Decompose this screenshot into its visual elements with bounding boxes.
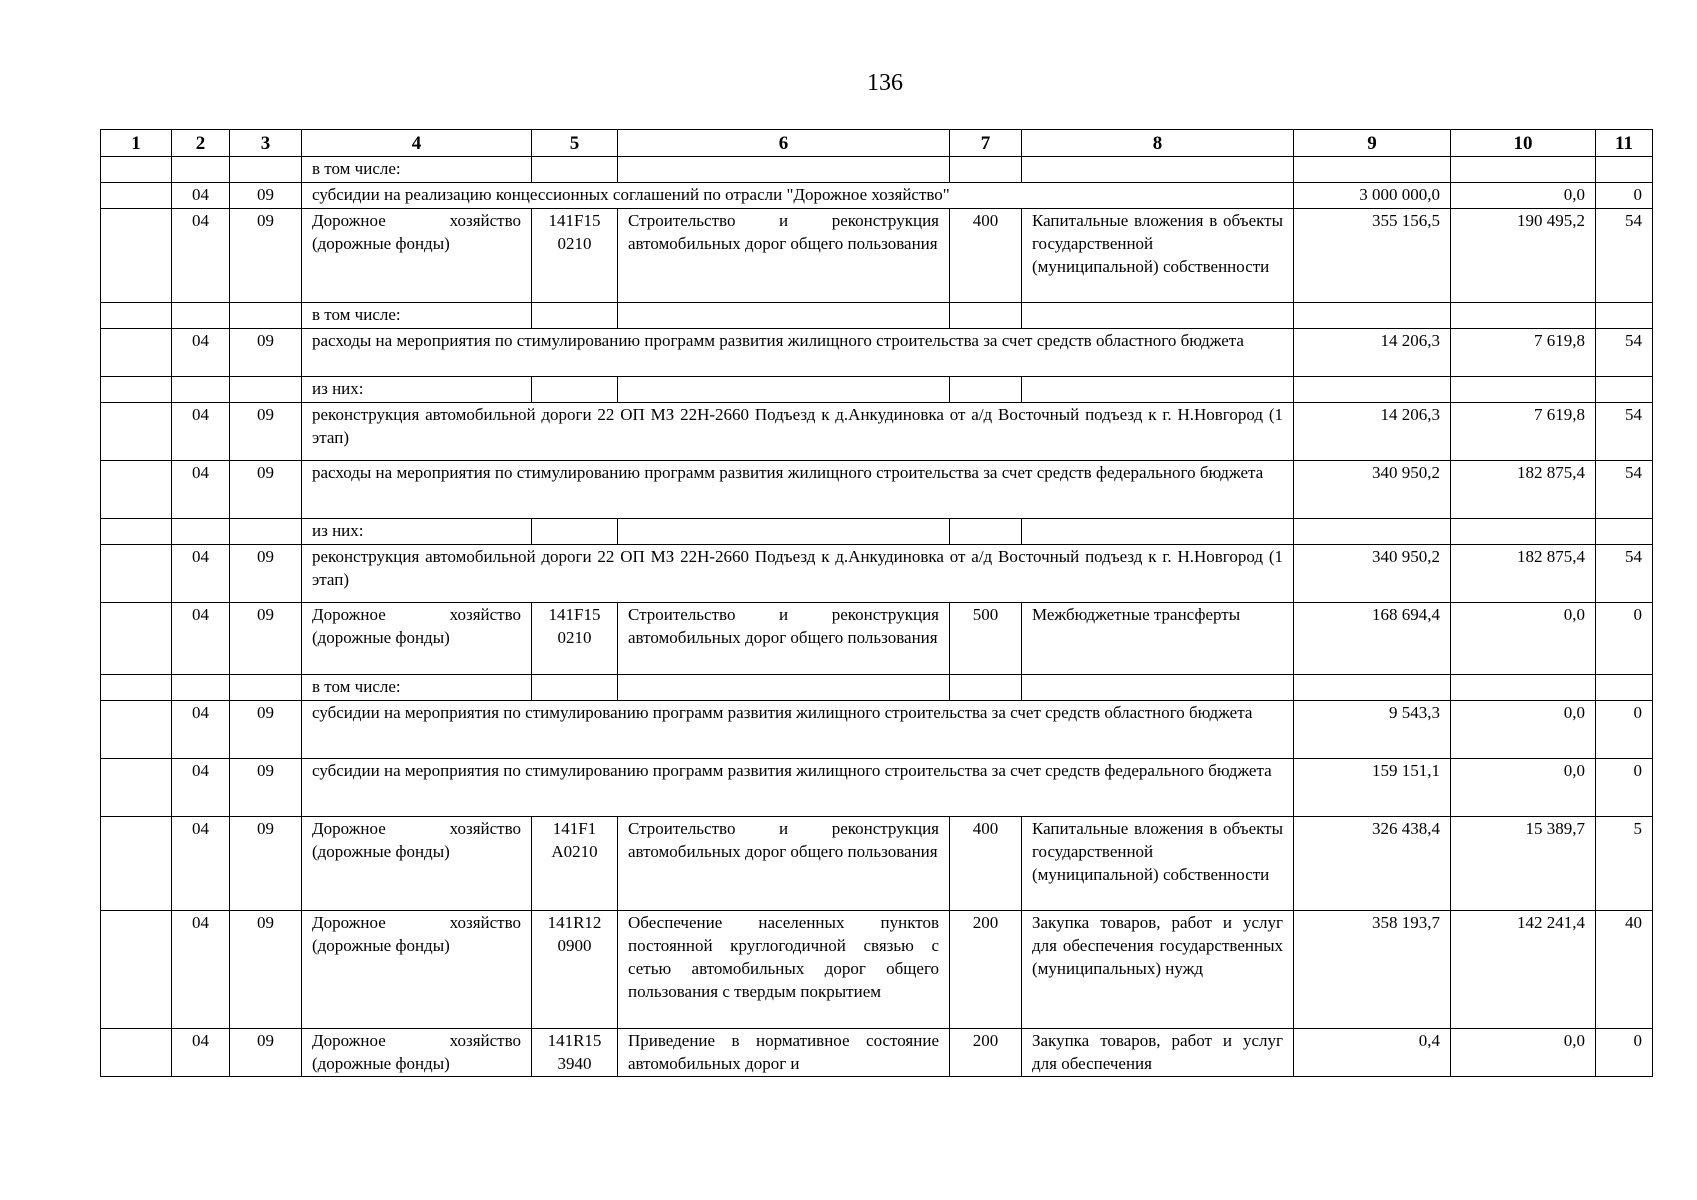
execution-percent: 54 — [1596, 209, 1653, 303]
col-10-cell — [1451, 675, 1596, 701]
execution-percent: 0 — [1596, 701, 1653, 759]
col-8-cell — [1022, 157, 1294, 183]
amount-planned: 3 000 000,0 — [1294, 183, 1451, 209]
section-code: 04 — [172, 183, 230, 209]
target-article-code: 141R12 0900 — [532, 911, 618, 1029]
col-8-cell — [1022, 519, 1294, 545]
target-article-code: 141R15 3940 — [532, 1029, 618, 1077]
col-7-cell — [950, 519, 1022, 545]
table-row — [101, 157, 1653, 183]
col-3-cell — [230, 303, 302, 329]
table-row — [101, 329, 1653, 377]
col-2-cell — [172, 519, 230, 545]
col-1-cell — [101, 329, 172, 377]
table-row — [101, 1029, 1653, 1077]
amount-executed: 7 619,8 — [1451, 403, 1596, 461]
amount-executed: 182 875,4 — [1451, 461, 1596, 519]
amount-planned: 326 438,4 — [1294, 817, 1451, 911]
amount-planned: 340 950,2 — [1294, 461, 1451, 519]
subsection-code: 09 — [230, 817, 302, 911]
subsection-label: из них: — [302, 519, 532, 545]
column-header: 4 — [302, 130, 532, 157]
col-10-cell — [1451, 519, 1596, 545]
col-3-cell — [230, 519, 302, 545]
col-8-cell — [1022, 377, 1294, 403]
col-10-cell — [1451, 303, 1596, 329]
expense-description: расходы на мероприятия по стимулированию программ развития жилищного строительства за счет средств федерального бюджета — [302, 461, 1294, 519]
amount-executed: 0,0 — [1451, 183, 1596, 209]
expense-type-name: Закупка товаров, работ и услуг для обеспечения государственных (муниципальных) нужд — [1022, 911, 1294, 1029]
col-6-cell — [618, 675, 950, 701]
col-9-cell — [1294, 675, 1451, 701]
page-number: 136 — [867, 70, 903, 96]
table-row — [101, 911, 1653, 1029]
table-row — [101, 759, 1653, 817]
execution-percent: 0 — [1596, 603, 1653, 675]
table-row — [101, 817, 1653, 911]
col-1-cell — [101, 209, 172, 303]
amount-planned: 358 193,7 — [1294, 911, 1451, 1029]
budget-table — [100, 129, 1653, 1077]
table-row — [101, 519, 1653, 545]
col-2-cell — [172, 303, 230, 329]
column-header: 10 — [1451, 130, 1596, 157]
execution-percent: 0 — [1596, 1029, 1653, 1077]
execution-percent: 0 — [1596, 183, 1653, 209]
col-2-cell — [172, 157, 230, 183]
column-header: 3 — [230, 130, 302, 157]
expense-type-code: 200 — [950, 1029, 1022, 1077]
expense-description: субсидии на мероприятия по стимулированию программ развития жилищного строительства за счет средств федерального бюджета — [302, 759, 1294, 817]
table-row — [101, 603, 1653, 675]
column-header: 7 — [950, 130, 1022, 157]
col-1-cell — [101, 303, 172, 329]
section-code: 04 — [172, 817, 230, 911]
col-6-cell — [618, 303, 950, 329]
col-9-cell — [1294, 303, 1451, 329]
amount-executed: 0,0 — [1451, 603, 1596, 675]
col-1-cell — [101, 403, 172, 461]
table-row — [101, 545, 1653, 603]
expense-description: субсидии на реализацию концессионных соглашений по отрасли "Дорожное хозяйство" — [302, 183, 1294, 209]
col-6-cell — [618, 157, 950, 183]
col-5-cell — [532, 303, 618, 329]
subsection-code: 09 — [230, 759, 302, 817]
col-1-cell — [101, 545, 172, 603]
section-code: 04 — [172, 701, 230, 759]
expense-type-code: 500 — [950, 603, 1022, 675]
col-7-cell — [950, 675, 1022, 701]
column-header: 8 — [1022, 130, 1294, 157]
col-11-cell — [1596, 157, 1653, 183]
subsection-code: 09 — [230, 403, 302, 461]
section-code: 04 — [172, 329, 230, 377]
section-code: 04 — [172, 461, 230, 519]
subsection-code: 09 — [230, 911, 302, 1029]
column-header: 5 — [532, 130, 618, 157]
column-header: 9 — [1294, 130, 1451, 157]
col-5-cell — [532, 519, 618, 545]
subsection-code: 09 — [230, 1029, 302, 1077]
subsection-code: 09 — [230, 461, 302, 519]
expense-description: реконструкция автомобильной дороги 22 ОП МЗ 22Н-2660 Подъезд к д.Анкудиновка от а/д Восточный подъезд к г. Н.Новгород (1 этап) — [302, 545, 1294, 603]
table-row — [101, 461, 1653, 519]
subsection-name: Дорожное хозяйство (дорожные фонды) — [302, 1029, 532, 1077]
col-1-cell — [101, 183, 172, 209]
amount-executed: 0,0 — [1451, 701, 1596, 759]
col-9-cell — [1294, 377, 1451, 403]
execution-percent: 0 — [1596, 759, 1653, 817]
col-1-cell — [101, 603, 172, 675]
col-2-cell — [172, 675, 230, 701]
target-article-name: Строительство и реконструкция автомобильных дорог общего пользования — [618, 209, 950, 303]
subsection-code: 09 — [230, 183, 302, 209]
amount-executed: 0,0 — [1451, 1029, 1596, 1077]
col-1-cell — [101, 911, 172, 1029]
col-5-cell — [532, 157, 618, 183]
expense-description: субсидии на мероприятия по стимулированию программ развития жилищного строительства за счет средств областного бюджета — [302, 701, 1294, 759]
column-header: 1 — [101, 130, 172, 157]
table-row — [101, 403, 1653, 461]
amount-planned: 14 206,3 — [1294, 329, 1451, 377]
amount-planned: 340 950,2 — [1294, 545, 1451, 603]
subsection-code: 09 — [230, 603, 302, 675]
subsection-code: 09 — [230, 701, 302, 759]
execution-percent: 5 — [1596, 817, 1653, 911]
col-1-cell — [101, 461, 172, 519]
execution-percent: 54 — [1596, 545, 1653, 603]
column-header: 11 — [1596, 130, 1653, 157]
col-2-cell — [172, 377, 230, 403]
col-1-cell — [101, 1029, 172, 1077]
col-5-cell — [532, 675, 618, 701]
amount-executed: 0,0 — [1451, 759, 1596, 817]
table-row — [101, 701, 1653, 759]
subsection-name: Дорожное хозяйство (дорожные фонды) — [302, 209, 532, 303]
amount-planned: 355 156,5 — [1294, 209, 1451, 303]
amount-planned: 0,4 — [1294, 1029, 1451, 1077]
table-row — [101, 183, 1653, 209]
table-row — [101, 675, 1653, 701]
col-9-cell — [1294, 519, 1451, 545]
target-article-name: Обеспечение населенных пунктов постоянной круглогодичной связью с сетью автомобильных дорог общего пользования с твердым покрытием — [618, 911, 950, 1029]
execution-percent: 54 — [1596, 403, 1653, 461]
expense-description: расходы на мероприятия по стимулированию программ развития жилищного строительства за счет средств областного бюджета — [302, 329, 1294, 377]
amount-planned: 14 206,3 — [1294, 403, 1451, 461]
col-1-cell — [101, 377, 172, 403]
col-10-cell — [1451, 377, 1596, 403]
expense-type-code: 400 — [950, 209, 1022, 303]
expense-description: реконструкция автомобильной дороги 22 ОП МЗ 22Н-2660 Подъезд к д.Анкудиновка от а/д Восточный подъезд к г. Н.Новгород (1 этап) — [302, 403, 1294, 461]
expense-type-name: Закупка товаров, работ и услуг для обеспечения — [1022, 1029, 1294, 1077]
execution-percent: 40 — [1596, 911, 1653, 1029]
table-row — [101, 377, 1653, 403]
col-11-cell — [1596, 675, 1653, 701]
expense-type-name: Капитальные вложения в объекты государственной (муниципальной) собственности — [1022, 209, 1294, 303]
expense-type-code: 200 — [950, 911, 1022, 1029]
section-code: 04 — [172, 1029, 230, 1077]
column-header: 6 — [618, 130, 950, 157]
section-code: 04 — [172, 911, 230, 1029]
execution-percent: 54 — [1596, 461, 1653, 519]
target-article-code: 141F1 A0210 — [532, 817, 618, 911]
col-8-cell — [1022, 303, 1294, 329]
amount-planned: 159 151,1 — [1294, 759, 1451, 817]
subsection-label: из них: — [302, 377, 532, 403]
col-3-cell — [230, 675, 302, 701]
col-8-cell — [1022, 675, 1294, 701]
expense-type-code: 400 — [950, 817, 1022, 911]
col-11-cell — [1596, 519, 1653, 545]
subsection-name: Дорожное хозяйство (дорожные фонды) — [302, 817, 532, 911]
table-row — [101, 303, 1653, 329]
target-article-code: 141F15 0210 — [532, 603, 618, 675]
column-header: 2 — [172, 130, 230, 157]
target-article-code: 141F15 0210 — [532, 209, 618, 303]
col-6-cell — [618, 377, 950, 403]
amount-executed: 190 495,2 — [1451, 209, 1596, 303]
subsection-code: 09 — [230, 209, 302, 303]
header-row — [101, 130, 1653, 157]
subsection-label: в том числе: — [302, 303, 532, 329]
col-1-cell — [101, 675, 172, 701]
table-row — [101, 209, 1653, 303]
subsection-label: в том числе: — [302, 675, 532, 701]
target-article-name: Приведение в нормативное состояние автомобильных дорог и — [618, 1029, 950, 1077]
col-1-cell — [101, 157, 172, 183]
section-code: 04 — [172, 603, 230, 675]
col-7-cell — [950, 377, 1022, 403]
col-11-cell — [1596, 303, 1653, 329]
amount-executed: 182 875,4 — [1451, 545, 1596, 603]
section-code: 04 — [172, 759, 230, 817]
amount-planned: 9 543,3 — [1294, 701, 1451, 759]
col-7-cell — [950, 303, 1022, 329]
col-7-cell — [950, 157, 1022, 183]
expense-type-name: Межбюджетные трансферты — [1022, 603, 1294, 675]
section-code: 04 — [172, 209, 230, 303]
col-1-cell — [101, 759, 172, 817]
subsection-label: в том числе: — [302, 157, 532, 183]
expense-type-name: Капитальные вложения в объекты государственной (муниципальной) собственности — [1022, 817, 1294, 911]
amount-executed: 7 619,8 — [1451, 329, 1596, 377]
col-9-cell — [1294, 157, 1451, 183]
col-5-cell — [532, 377, 618, 403]
col-1-cell — [101, 701, 172, 759]
amount-planned: 168 694,4 — [1294, 603, 1451, 675]
col-3-cell — [230, 157, 302, 183]
amount-executed: 142 241,4 — [1451, 911, 1596, 1029]
execution-percent: 54 — [1596, 329, 1653, 377]
subsection-name: Дорожное хозяйство (дорожные фонды) — [302, 911, 532, 1029]
col-11-cell — [1596, 377, 1653, 403]
subsection-code: 09 — [230, 545, 302, 603]
subsection-name: Дорожное хозяйство (дорожные фонды) — [302, 603, 532, 675]
col-1-cell — [101, 817, 172, 911]
amount-executed: 15 389,7 — [1451, 817, 1596, 911]
subsection-code: 09 — [230, 329, 302, 377]
section-code: 04 — [172, 403, 230, 461]
target-article-name: Строительство и реконструкция автомобильных дорог общего пользования — [618, 603, 950, 675]
col-3-cell — [230, 377, 302, 403]
col-6-cell — [618, 519, 950, 545]
col-10-cell — [1451, 157, 1596, 183]
col-1-cell — [101, 519, 172, 545]
target-article-name: Строительство и реконструкция автомобильных дорог общего пользования — [618, 817, 950, 911]
section-code: 04 — [172, 545, 230, 603]
